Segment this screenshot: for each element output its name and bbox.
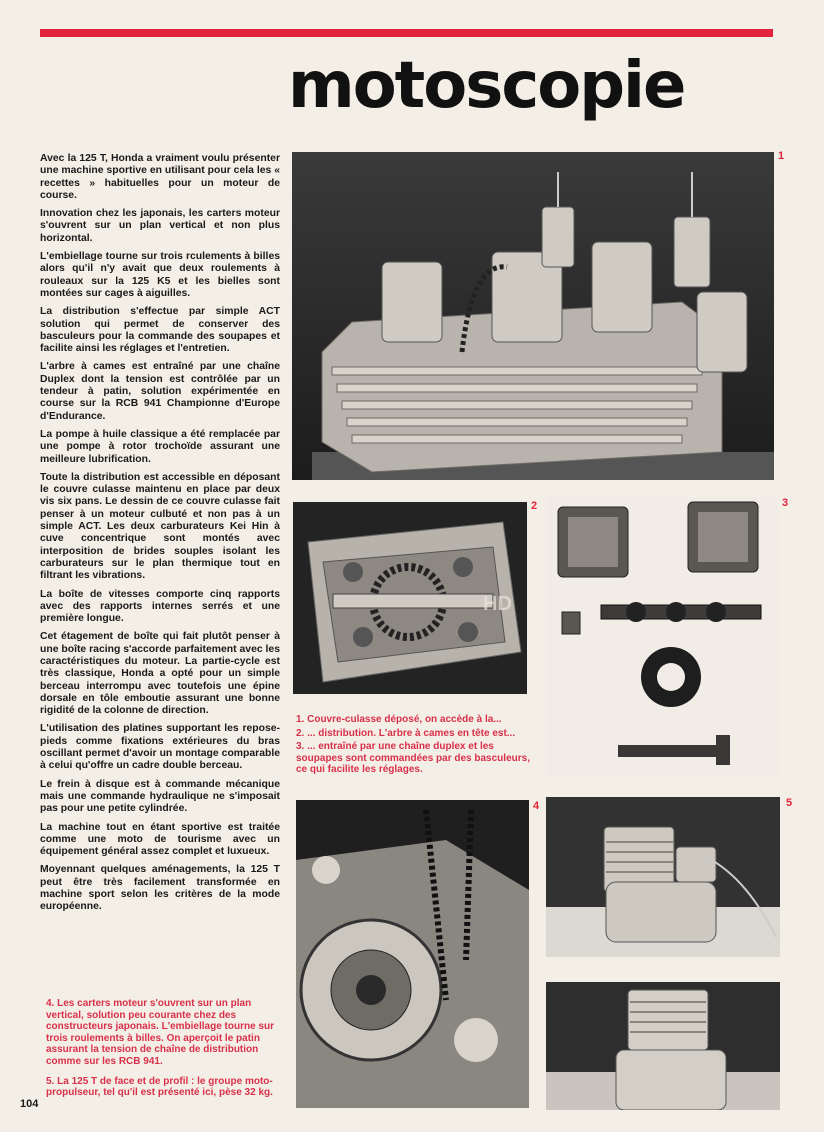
parts-illustration bbox=[546, 497, 778, 775]
photo-engine-front bbox=[546, 982, 780, 1110]
paragraph: Le frein à disque est à commande mécanique mais une commande hydraulique ne s'imposait pas pour une petite cylindrée. bbox=[40, 778, 280, 815]
figure-number: 2 bbox=[531, 500, 538, 512]
paragraph: Cet étagement de boîte qui fait plutôt penser à une boîte racing s'accorde parfaitement avec les caractéristiques du moteur. La partie-cycle est très classique, Honda a opté pour un simple berceau interrompu avec toutefois une épine dorsale en tôle emboutie assurant une bonne rigidité de la colonne de direction. bbox=[40, 631, 280, 717]
paragraph: La pompe à huile classique a été remplacée par une pompe à rotor trochoïde assurant une meilleure lubrification. bbox=[40, 428, 280, 465]
page-number: 104 bbox=[20, 1098, 39, 1110]
photo-crankcase bbox=[296, 800, 529, 1108]
engine-front-illustration bbox=[546, 982, 780, 1110]
photo-engine-profile bbox=[546, 797, 780, 957]
article-column bbox=[40, 153, 280, 920]
paragraph: L'embiellage tourne sur trois rculements à billes alors qu'il n'y avait que deux roulements à rouleaux sur la 125 K5 et les bielles sont montées sur cages à aiguilles. bbox=[40, 251, 280, 299]
distribution-illustration bbox=[293, 502, 527, 694]
caption-2: 2. ... distribution. L'arbre à cames en tête est... bbox=[296, 727, 516, 739]
caption-group-4-5 bbox=[46, 998, 281, 1101]
page-title: motoscopie bbox=[288, 49, 685, 123]
paragraph: Avec la 125 T, Honda a vraiment voulu présenter une machine sportive en utilisant pour cela les « recettes » habituelles pour un moteur de course. bbox=[40, 153, 280, 201]
caption-1: 1. Couvre-culasse déposé, on accède à la... bbox=[296, 714, 502, 725]
watermark-text: HD bbox=[483, 593, 512, 615]
figure-number: 3 bbox=[782, 497, 789, 509]
photo-distribution bbox=[293, 502, 527, 694]
paragraph: L'utilisation des platines supportant les repose-pieds comme fixations extérieures du bras oscillant permet d'avoir un montage comparable à celui qu'offre un cadre double berceau. bbox=[40, 723, 280, 772]
paragraph: Moyennant quelques aménagements, la 125 T peut être très facilement transformée en machine sport selon les critères de la mode européenne. bbox=[40, 864, 280, 913]
paragraph: La machine tout en étant sportive est traitée comme une moto de tourisme avec un équipement général assez complet et luxueux. bbox=[40, 821, 280, 858]
caption-3: 3. ... entraîné par une chaîne duplex et les soupapes sont commandées par des basculeurs, ce qui facilite les réglages. bbox=[296, 741, 530, 776]
paragraph: L'arbre à cames est entraîné par une chaîne Duplex dont la tension est contrôlée par un tendeur à patin, solution expérimentée en course sur la RCB 941 Championne d'Europe d'Endurance. bbox=[40, 361, 280, 422]
paragraph: Innovation chez les japonais, les carters moteur s'ouvrent sur un plan vertical et non plus horizontal. bbox=[40, 208, 280, 244]
engine-profile-illustration bbox=[546, 797, 780, 957]
caption-group-1-3 bbox=[296, 714, 532, 778]
photo-engine-head bbox=[292, 152, 774, 480]
figure-number: 1 bbox=[778, 150, 785, 162]
paragraph: La distribution s'effectue par simple ACT solution qui permet de conserver des basculeurs pour la commande des soupapes et facilite ainsi les réglages et l'entretien. bbox=[40, 306, 280, 355]
figure-number: 4 bbox=[533, 800, 540, 812]
figure-number: 5 bbox=[786, 797, 793, 809]
caption-4: 4. Les carters moteur s'ouvrent sur un plan vertical, solution peu courante chez des constructeurs japonais. L'embiellage tourne sur trois roulements à billes. On aperçoit le patin assurant la tension de chaîne de distribution comme sur les RCB 941. bbox=[46, 998, 274, 1067]
engine-head-illustration bbox=[292, 152, 774, 480]
photo-parts bbox=[546, 497, 778, 775]
paragraph: La boîte de vitesses comporte cinq rapports avec des rapports internes serrés et une première longue. bbox=[40, 588, 280, 625]
paragraph: Toute la distribution est accessible en déposant le couvre culasse maintenu en place par deux vis six pans. Le dessin de ce couvre culasse fait penser à un moteur culbuté et non pas à un simple ACT. Les deux carburateurs Kei Hin à cuve concentrique sont montés avec interposition de brides souples isolant les carburateurs sur le plan thermique tout en filtrant les vibrations. bbox=[40, 471, 280, 582]
caption-5: 5. La 125 T de face et de profil : le groupe moto-propulseur, tel qu'il est présenté ici, pèse 32 kg. bbox=[46, 1075, 273, 1099]
crankcase-illustration bbox=[296, 800, 529, 1108]
header-rule bbox=[40, 29, 773, 37]
